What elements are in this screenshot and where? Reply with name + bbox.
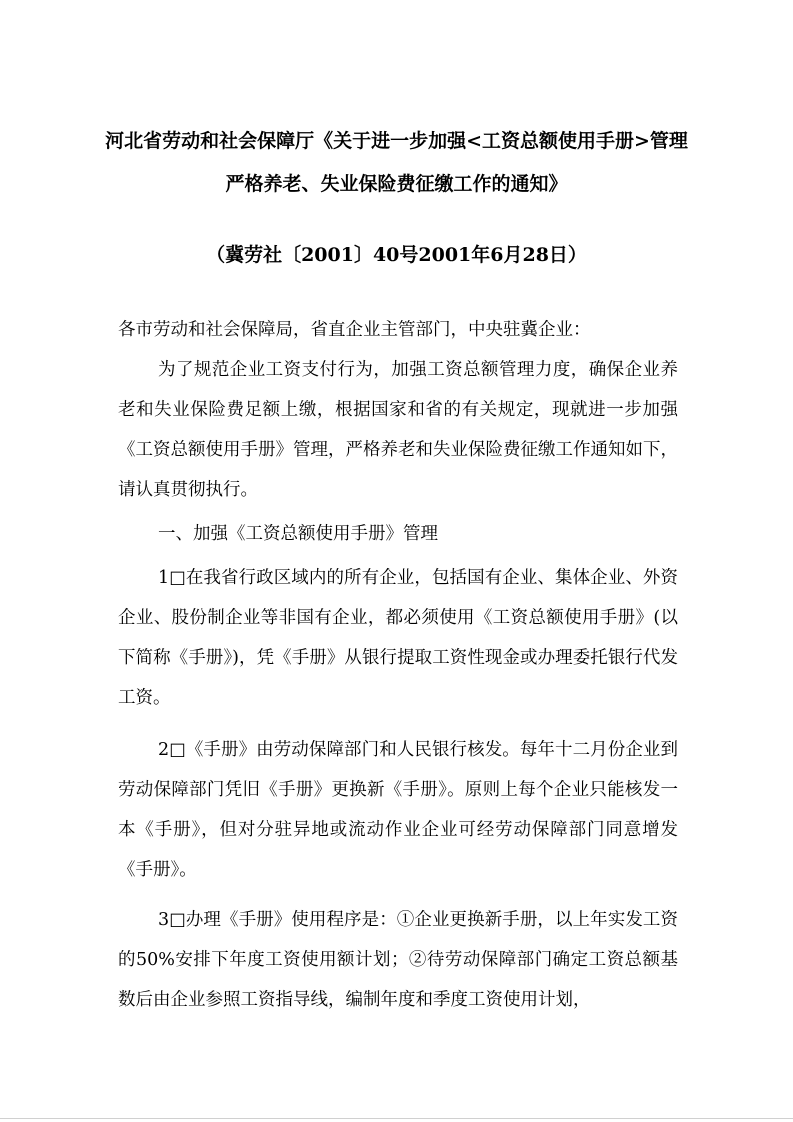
document-title-line-1: 河北省劳动和社会保障厅《关于进一步加强<工资总额使用手册>管理 (105, 130, 688, 152)
paragraph-item-1: 1□在我省行政区域内的所有企业，包括国有企业、集体企业、外资企业、股份制企业等非国有企业，都必须使用《工资总额使用手册》(以下简称《手册》)，凭《手册》从银行提取工资性现金或办理委托银行代发工资。 (118, 568, 678, 708)
page-bottom-divider (0, 1118, 793, 1119)
salutation: 各市劳动和社会保障局，省直企业主管部门，中央驻冀企业： (118, 320, 591, 340)
section-heading-1: 一、加强《工资总额使用手册》管理 (158, 524, 438, 544)
paragraph-item-2: 2□《手册》由劳动保障部门和人民银行核发。每年十二月份企业到劳动保障部门凭旧《手册》更换新《手册》。原则上每个企业只能核发一本《手册》，但对分驻异地或流动作业企业可经劳动保障部门同意增发《手册》。 (118, 740, 678, 880)
paragraph-intro: 为了规范企业工资支付行为，加强工资总额管理力度，确保企业养老和失业保险费足额上缴，根据国家和省的有关规定，现就进一步加强《工资总额使用手册》管理，严格养老和失业保险费征缴工作通知如下，请认真贯彻执行。 (118, 360, 678, 500)
document-title-line-2: 严格养老、失业保险费征缴工作的通知》 (225, 173, 568, 195)
document-number: （冀劳社〔2001〕40号2001年6月28日） (206, 244, 587, 266)
paragraph-item-3: 3□办理《手册》使用程序是：①企业更换新手册，以上年实发工资的50%安排下年度工资使用额计划；②待劳动保障部门确定工资总额基数后由企业参照工资指导线，编制年度和季度工资使用计划， (118, 910, 678, 1010)
